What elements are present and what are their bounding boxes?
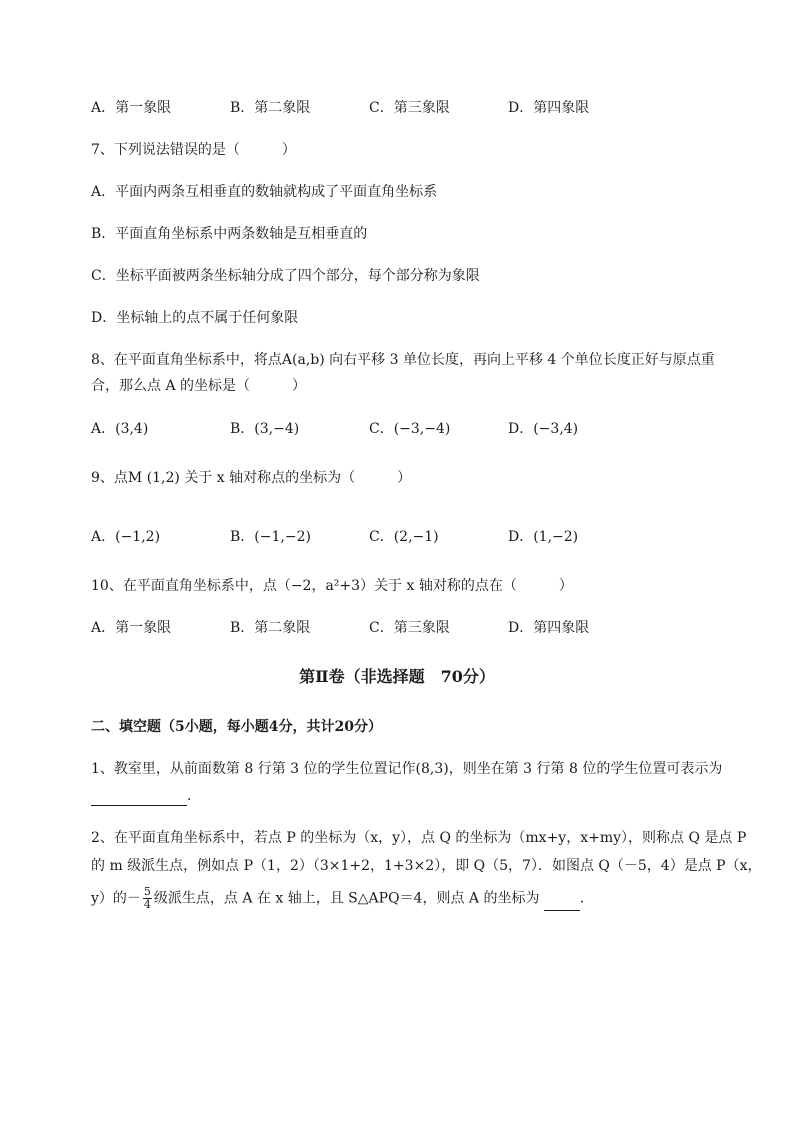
- q9-stem: 9、点M (1,2) 关于 x 轴对称点的坐标为（ ）: [91, 470, 412, 486]
- q6-option-a: A．第一象限: [91, 100, 172, 116]
- fraction-denominator: 4: [143, 898, 151, 911]
- q9-option-b: B．(−1,−2): [230, 529, 311, 545]
- q7-option-b: B．平面直角坐标系中两条数轴是互相垂直的: [91, 226, 368, 242]
- q7-option-a: A．平面内两条互相垂直的数轴就构成了平面直角坐标系: [91, 184, 438, 200]
- answer-blank: [544, 896, 580, 911]
- q6-option-b: B．第二象限: [230, 100, 311, 116]
- fill2-line3: [91, 886, 584, 911]
- q8-option-c: C．(−3,−4): [369, 421, 451, 437]
- fill2-line3-end: 级派生点，点 A 在 x 轴上，且 S△APQ＝4，则点 A 的坐标为: [153, 890, 540, 907]
- q7-option-d: D．坐标轴上的点不属于任何象限: [91, 310, 299, 326]
- q8-option-a: A．(3,4): [91, 421, 149, 437]
- q8-stem-line1: 8、在平面直角坐标系中，将点A(a,b) 向右平移 3 单位长度，再向上平移 4 个单位长度正好与原点重: [91, 352, 715, 368]
- q6-option-c: C．第三象限: [369, 100, 450, 116]
- q9-option-a: A．(−1,2): [91, 529, 161, 545]
- part2-title: 第Ⅱ卷（非选择题 70分）: [299, 667, 495, 686]
- q10-option-c: C．第三象限: [369, 620, 450, 636]
- q10-option-d: D．第四象限: [508, 620, 590, 636]
- fill2-line2: 的 m 级派生点，例如点 P（1，2）（3×1+2，1+3×2），即 Q（5，7）．如图点 Q（－5，4）是点 P（x，: [91, 858, 762, 874]
- q10-option-b: B．第二象限: [230, 620, 311, 636]
- q6-option-d: D．第四象限: [508, 100, 590, 116]
- fraction-numerator: 5: [143, 885, 151, 898]
- fill2-line1: 2、在平面直角坐标系中，若点 P 的坐标为（x，y），点 Q 的坐标为（mx+y，x+my），则称点 Q 是点 P: [91, 830, 747, 846]
- q8-option-b: B．(3,−4): [230, 421, 300, 437]
- fill2-period: .: [579, 890, 585, 907]
- q9-option-c: C．(2,−1): [369, 529, 439, 545]
- fraction: [143, 886, 152, 911]
- fill2-line3-start: y）的－: [91, 890, 141, 907]
- fill1-line2: [91, 786, 191, 806]
- q8-option-d: D．(−3,4): [508, 421, 579, 437]
- fill1-period: .: [187, 788, 192, 804]
- q9-option-d: D．(1,−2): [508, 529, 579, 545]
- answer-blank: [91, 791, 187, 806]
- q7-option-c: C．坐标平面被两条坐标轴分成了四个部分，每个部分称为象限: [91, 268, 480, 284]
- q7-stem: 7、下列说法错误的是（ ）: [91, 142, 296, 158]
- q10-option-a: A．第一象限: [91, 620, 172, 636]
- q10-stem: 10、在平面直角坐标系中，点（−2，a²+3）关于 x 轴对称的点在（ ）: [91, 578, 573, 594]
- section2-heading: 二、填空题（5小题，每小题4分，共计20分）: [91, 719, 382, 735]
- q8-stem-line2: 合，那么点 A 的坐标是（ ）: [91, 378, 307, 394]
- fill1-line1: 1、教室里，从前面数第 8 行第 3 位的学生位置记作(8,3)，则坐在第 3 行第 8 位的学生位置可表示为: [91, 761, 723, 777]
